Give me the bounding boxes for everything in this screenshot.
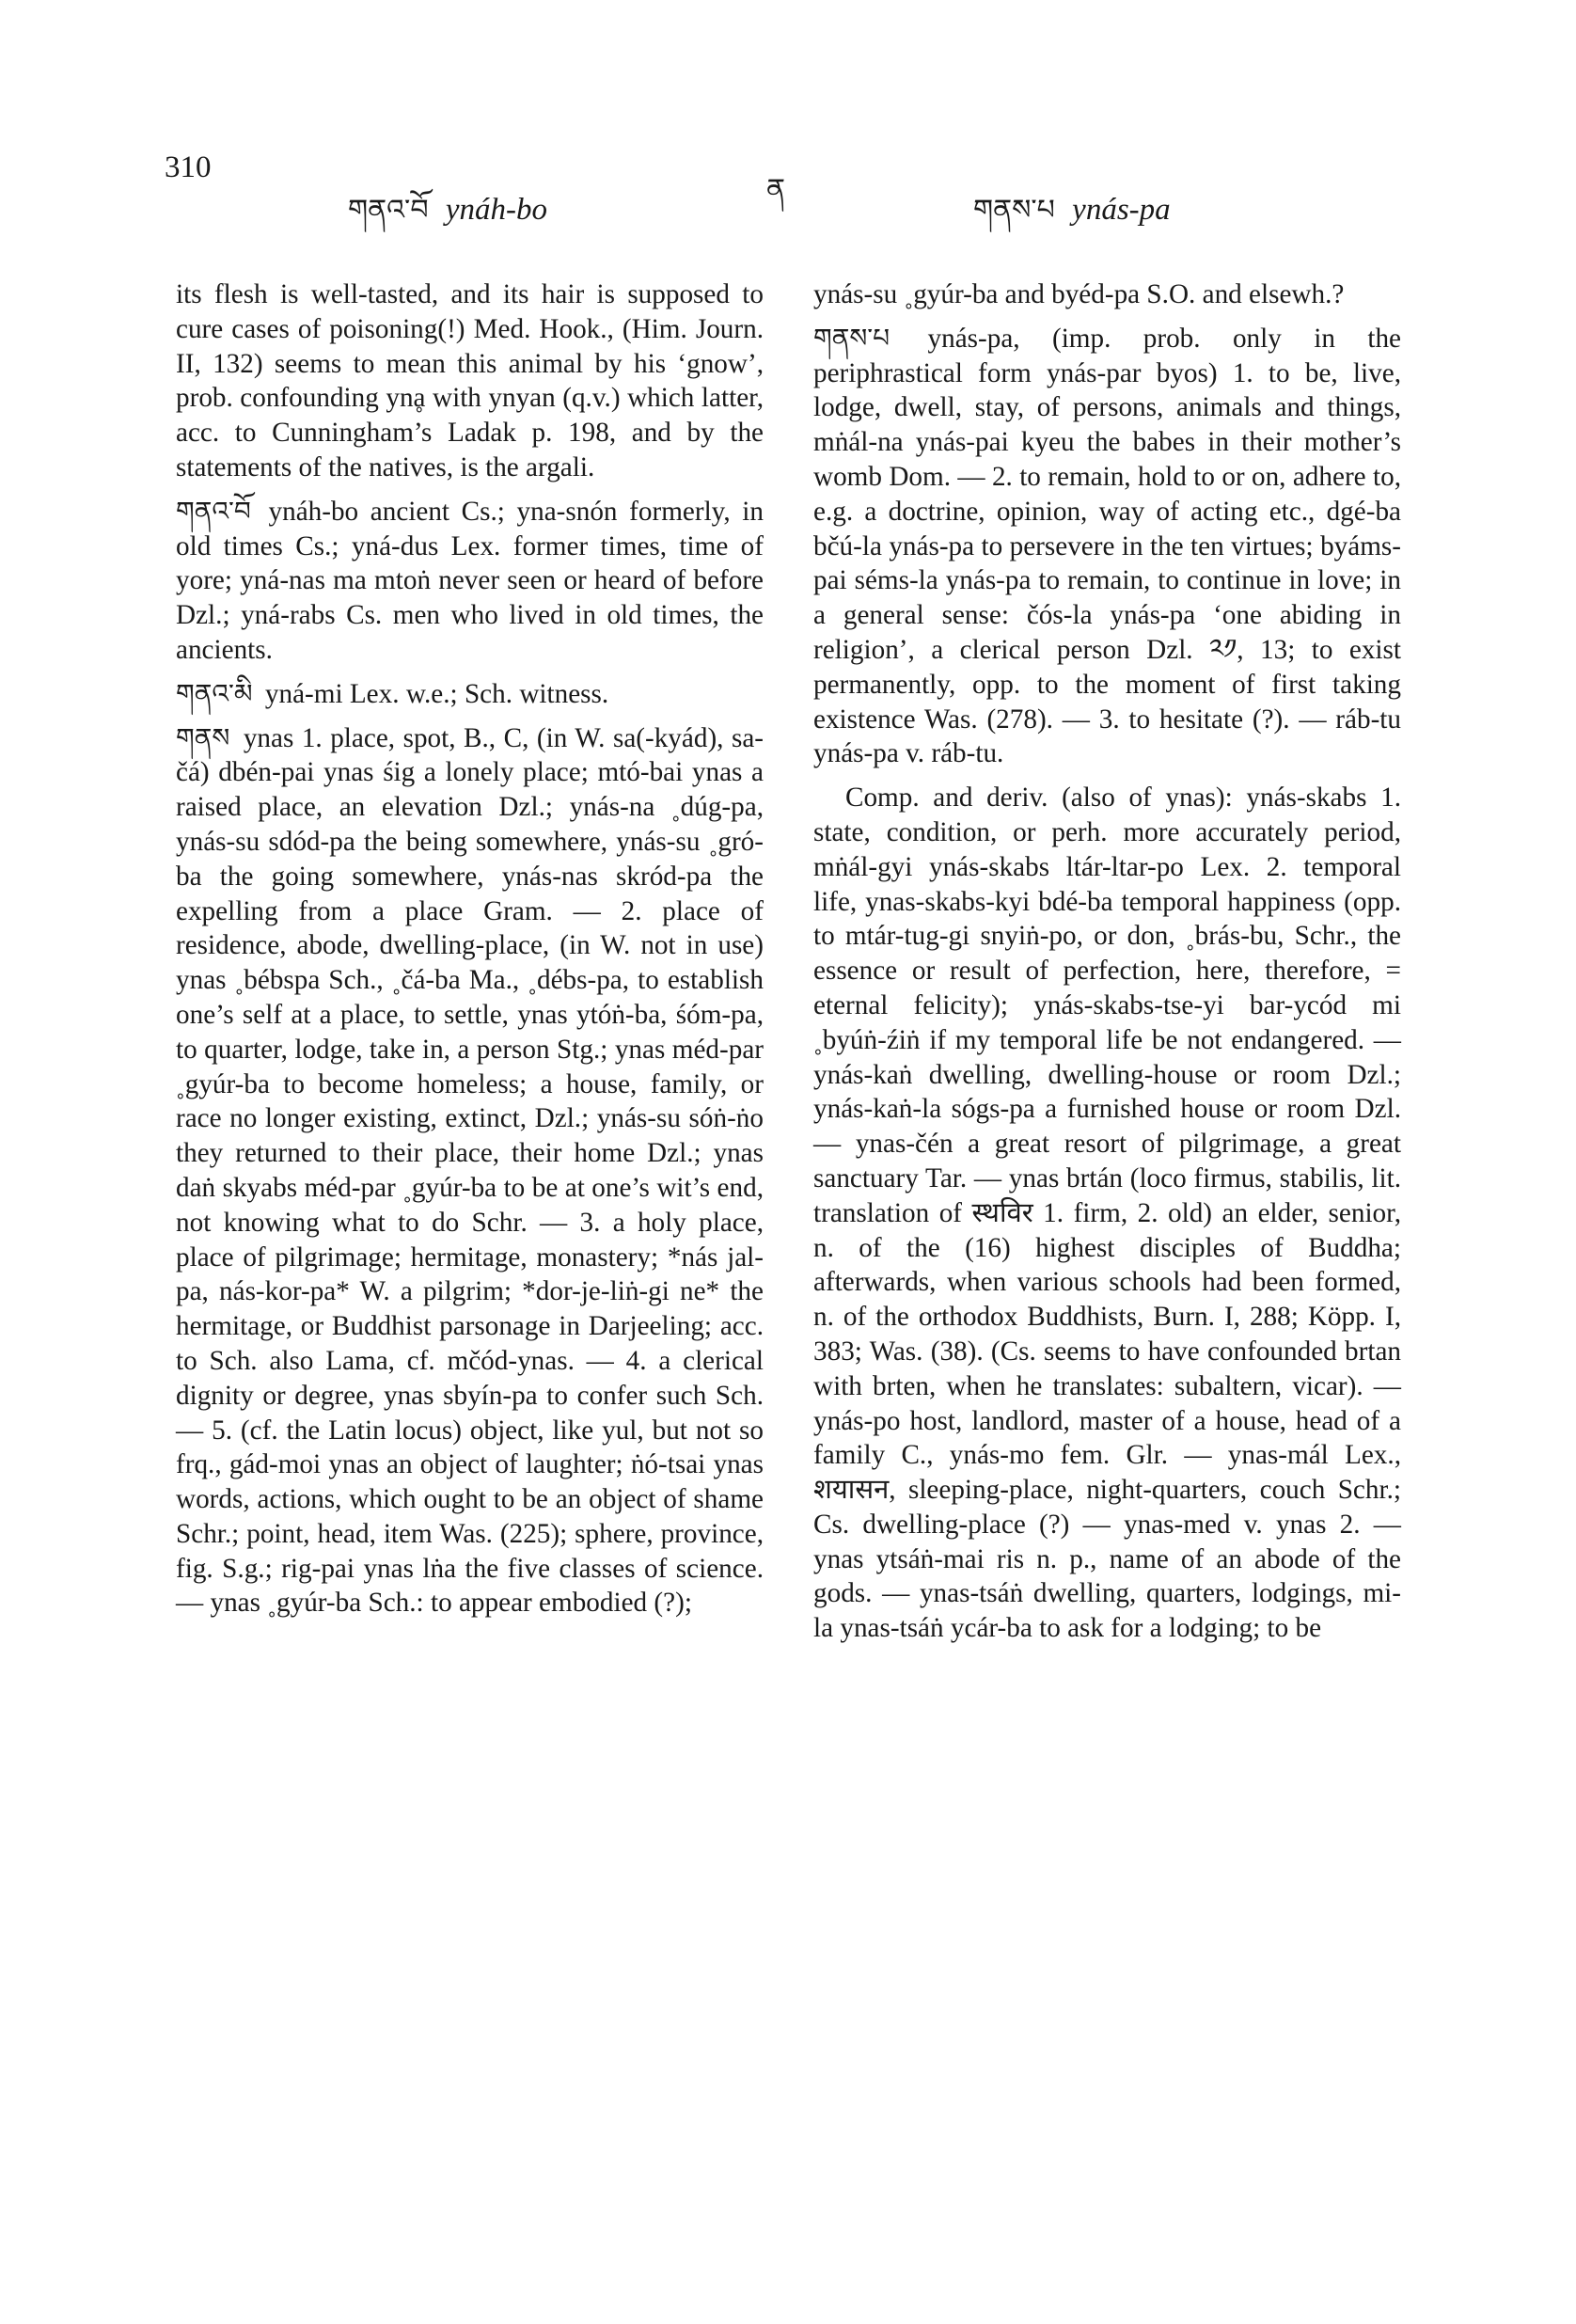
continued-entry-text: its flesh is well-tasted, and its hair is supposed to cure cases of poisoning(!) Med. Hook., (Him. Journ. II, 132) seems to mean this animal by his ‘gnow’, prob. confounding ynḁ with ynyan (q.v.) which latter, acc. to Cunningham’s Ladak p. 198, and by the statements of the natives, is the argali. xyxy=(176,279,764,482)
entry-text: yná-mi Lex. w.e.; Sch. witness. xyxy=(264,678,609,709)
right-headword-translit: ynás-pa xyxy=(1072,193,1171,227)
entry-yna-mi xyxy=(176,677,764,712)
page-header xyxy=(165,150,1406,226)
page-number: 310 xyxy=(165,150,212,184)
entry-text: ynáh-bo ancient Cs.; yna-snón formerly, in old times Cs.; yná-dus Lex. former times, time of yore; yná-nas ma mtoṅ never seen or heard of before Dzl.; yná-rabs Cs. men who lived in old times, the ancients. xyxy=(176,496,764,665)
entry-text: ynas 1. place, spot, B., C, (in W. sa(-kyád), sa-čá) dbén-pai ynas śig a lonely place; mtó-bai ynas a raised place, an elevation Dzl.; ynás-na ˳dúg-pa, ynás-su sdód-pa the being somewhere, ynás-su ˳gró-ba the going somewhere, ynás-nas skród-pa the expelling from a place Gram. — 2. place of residence, abode, dwelling-place, (in W. not in use) ynas ˳bébspa Sch., ˳čá-ba Ma., ˳débs-pa, to establish one’s self at a place, to settle, ynas ytóṅ-ba, śóm-pa, to quarter, lodge, take in, a person Stg.; ynas méd-par ˳gyúr-ba to become homeless; a house, family, or race no longer existing, extinct, Dzl.; ynás-su sóṅ-ṅo they returned to their place, their home Dzl.; ynas daṅ skyabs méd-par ˳gyúr-ba to be at one’s wit’s end, not knowing what to do Schr. — 3. a holy place, place of pilgrimage; hermitage, monastery; *nás jal-pa, nás-kor-pa* W. a pilgrim; *dor-je-liṅ-gi ne* the hermitage, or Buddhist parsonage in Darjeeling; acc. to Sch. also Lama, cf. mčód-ynas. — 4. a clerical dignity or degree, ynas sbyín-pa to confer such Sch. — 5. (cf. the Latin locus) object, like yul, but not so frq., gád-moi ynas an object of laughter; ṅó-tsai ynas words, actions, which ought to be an object of shame Schr.; point, head, item Was. (225); sphere, province, fig. S.g.; rig-pai ynas lṅa the five classes of science. — ynas ˳gyúr-ba Sch.: to appear embodied (?); xyxy=(176,722,764,1619)
entry-headword-tibetan: གནའ་བོ xyxy=(176,495,251,527)
left-column xyxy=(176,277,764,1630)
left-headword-tibetan: གནའ་བོ xyxy=(348,194,429,227)
right-column xyxy=(813,277,1401,1646)
entry-headword-tibetan: གནས xyxy=(176,721,230,753)
section-letter: ན xyxy=(766,173,786,206)
entry-ynas-pa xyxy=(813,322,1401,771)
right-running-head xyxy=(973,179,1171,258)
entry-headword-tibetan: གནའ་མི xyxy=(176,677,253,709)
left-headword-translit: ynáh-bo xyxy=(445,193,547,227)
compounds-and-derivatives: Comp. and deriv. (also of ynas): ynás-skabs 1. state, condition, or perh. more accurately period, mṅál-gyi ynás-skabs ltár-ltar-po Lex. 2. temporal life, ynas-skabs-kyi bdé-ba temporal happiness (opp. to mtár-tug-gi snyiṅ-po, or don, ˳brás-bu, Schr., the essence or result of perfection, here, therefore, = eternal felicity); ynás-skabs-tse-yi bar-ycód mi ˳byúṅ-źiṅ if my temporal life be not endangered. — ynás-kaṅ dwelling, dwelling-house or room Dzl.; ynás-kaṅ-la sógs-pa a furnished house or room Dzl. — ynas-čén a great resort of pilgrimage, a great sanctuary Tar. — ynas brtán (loco firmus, stabilis, lit. translation of स्थविर 1. firm, 2. old) an elder, senior, n. of the (16) highest disciples of Buddha; afterwards, when various schools had been formed, n. of the orthodox Buddhists, Burn. I, 288; Köpp. I, 383; Was. (38). (Cs. seems to have confounded brtan with brten, when he translates: subaltern, vicar). — ynás-po host, landlord, master of a house, head of a family C., ynás-mo fem. Glr. — ynas-mál Lex., शयासन, sleeping-place, night-quarters, couch Schr.; Cs. dwelling-place (?) — ynas-med v. ynas 2. — ynas ytsáṅ-mai ris n. p., name of an abode of the gods. — ynas-tsáṅ dwelling, quarters, lodgings, mi-la ynas-tsáṅ ycár-ba to ask for a lodging; to be xyxy=(813,783,1401,1644)
right-headword-tibetan: གནས་པ xyxy=(973,194,1055,227)
entry-text: ynás-pa, (imp. prob. only in the periphrastical form ynás-par byos) 1. to be, live, lodge, dwell, stay, of persons, animals and things, mṅál-na ynás-pai kyeu the babes in their mother’s womb Dom. — 2. to remain, hold to or on, adhere to, e.g. a doctrine, opinion, way of acting etc., dgé-ba bčú-la ynás-pa to persevere in the ten virtues; byáms-pai séms-la ynás-pa to remain, to continue in love; in a general sense: čós-la ynás-pa ‘one abiding in religion’, a clerical person Dzl. ༢༡, 13; to exist permanently, opp. to the moment of first taking existence Was. (278). — 3. to hesitate (?). — ráb-tu ynás-pa v. ráb-tu. xyxy=(813,323,1401,769)
left-running-head xyxy=(348,179,547,258)
entry-headword-tibetan: གནས་པ xyxy=(813,322,890,354)
continued-entry-text: ynás-su ˳gyúr-ba and byéd-pa S.O. and elsewh.? xyxy=(813,279,1345,309)
entry-yna-bo xyxy=(176,495,764,668)
entry-ynas xyxy=(176,721,764,1621)
